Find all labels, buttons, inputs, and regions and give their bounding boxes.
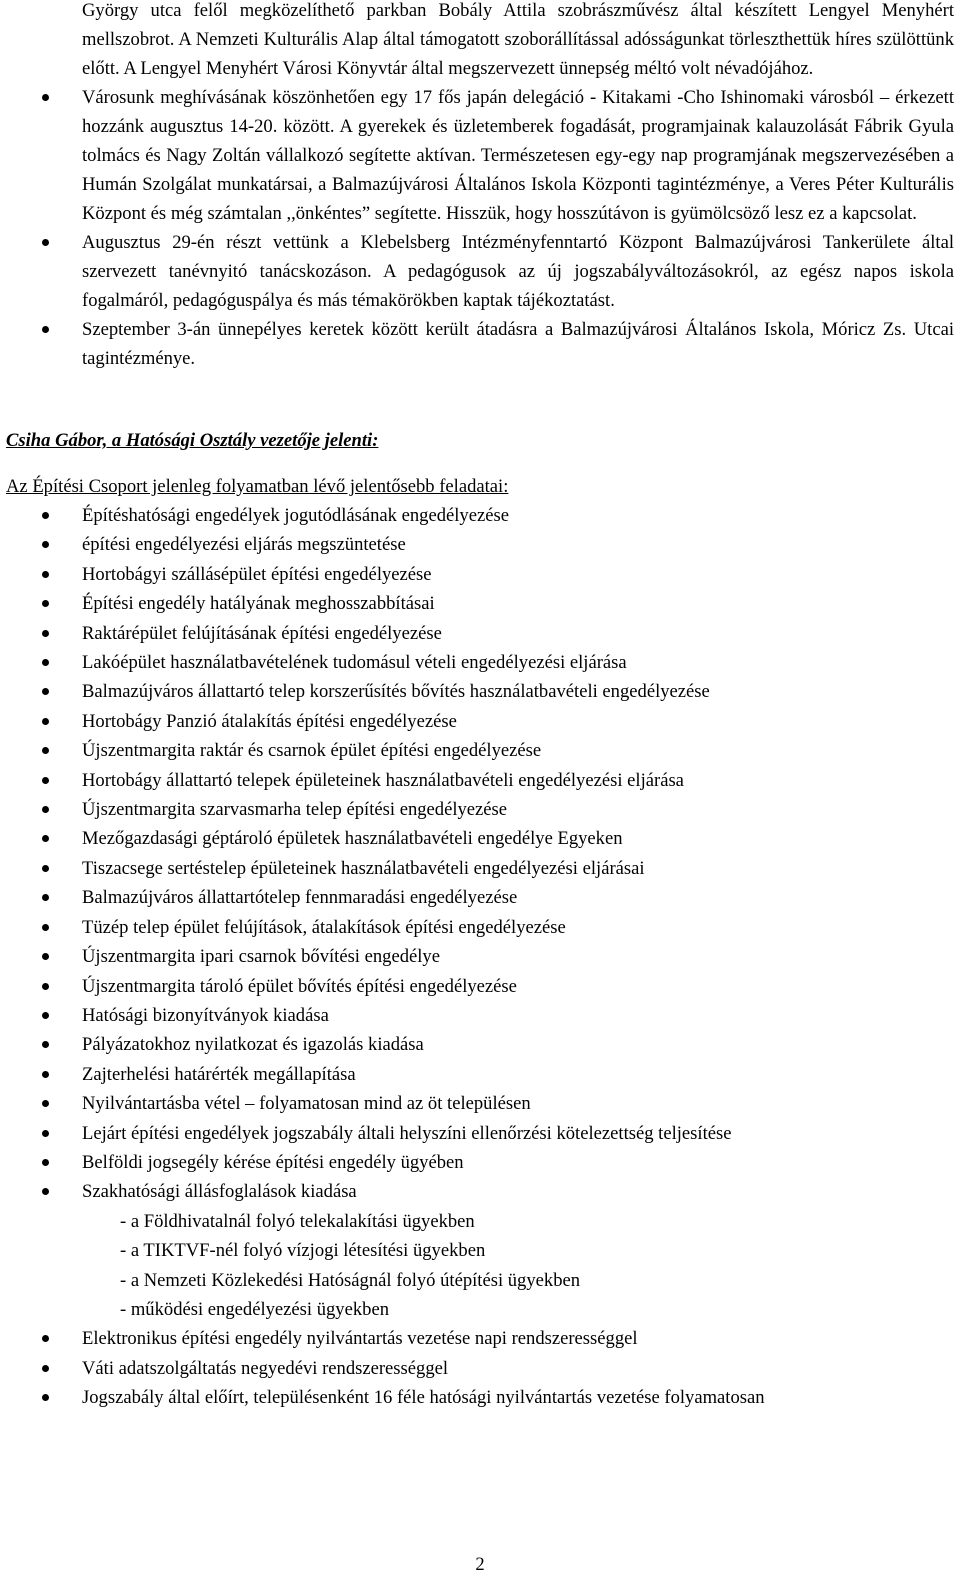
bullet-icon [42, 806, 49, 813]
list-item [6, 501, 954, 530]
bullet-icon [42, 1159, 49, 1166]
bullet-icon [42, 983, 49, 990]
bullet-icon [42, 1041, 49, 1048]
page-number: 2 [475, 1554, 485, 1575]
list-item-text: Tiszacsege sertéstelep épületeinek használatbavételi engedélyezési eljárásai [82, 857, 645, 879]
list-item-text: Újszentmargita ipari csarnok bővítési engedélye [82, 946, 440, 968]
intro-bullet-list [6, 83, 954, 373]
task-list [6, 501, 954, 1207]
list-item [6, 824, 954, 853]
list-item-text: Hatósági bizonyítványok kiadása [82, 1004, 329, 1026]
list-item-text: Raktárépület felújításának építési engedélyezése [82, 622, 442, 644]
bullet-icon [42, 239, 49, 246]
list-item [6, 795, 954, 824]
list-item-text: Belföldi jogsegély kérése építési engedély ügyében [82, 1151, 464, 1173]
list-item-text: Újszentmargita raktár és csarnok épület építési engedélyezése [82, 740, 542, 762]
list-item-text: Építéshatósági engedélyek jogutódlásának engedélyezése [82, 505, 509, 526]
list-item [6, 228, 954, 315]
list-item-text: Jogszabály által előírt, településenként 16 féle hatósági nyilvántartás vezetése folyamatosan [82, 1387, 765, 1409]
bullet-icon [42, 718, 49, 725]
list-item-text: Balmazújváros állattartó telep korszerűsítés bővítés használatbavételi engedélyezése [82, 681, 710, 703]
sub-list-item: - a Nemzeti Közlekedési Hatóságnál folyó útépítési ügyekben [120, 1269, 581, 1291]
list-item-text: Elektronikus építési engedély nyilvántartás vezetése napi rendszerességgel [82, 1328, 638, 1350]
bullet-icon [42, 94, 49, 101]
list-item [6, 1177, 954, 1206]
list-item [6, 648, 954, 677]
list-item [6, 589, 954, 618]
bullet-icon [42, 512, 49, 519]
list-item [6, 942, 954, 971]
list-item-text: Szakhatósági állásfoglalások kiadása [82, 1181, 357, 1203]
list-item [6, 766, 954, 795]
list-item [6, 707, 954, 736]
list-item-text: Lejárt építési engedélyek jogszabály általi helyszíni ellenőrzési kötelezettség teljesítése [82, 1122, 732, 1144]
sub-list-item: - a TIKTVF-nél folyó vízjogi létesítési ügyekben [120, 1240, 486, 1262]
list-item-text: Nyilvántartásba vétel – folyamatosan mind az öt településen [82, 1093, 531, 1115]
list-item [6, 1030, 954, 1059]
section-subheading: Az Építési Csoport jelenleg folyamatban lévő jelentősebb feladatai: [6, 476, 509, 497]
bullet-icon [42, 541, 49, 548]
list-item [6, 1383, 954, 1412]
list-item-text: Balmazújváros állattartótelep fennmaradási engedélyezése [82, 887, 518, 909]
list-item [6, 315, 954, 373]
task-list-continued [6, 1324, 954, 1412]
sub-list-item: - a Földhivatalnál folyó telekalakítási ügyekben [120, 1210, 475, 1232]
list-item [6, 1148, 954, 1177]
bullet-icon [42, 924, 49, 931]
list-item [6, 972, 954, 1001]
list-item-text: építési engedélyezési eljárás megszüntetése [82, 534, 406, 556]
bullet-icon [42, 1335, 49, 1342]
list-item [6, 883, 954, 912]
list-item [6, 560, 954, 589]
list-item-text: Hortobágy állattartó telepek épületeinek használatbavételi engedélyezési eljárása [82, 769, 684, 791]
list-item-text: Hortobágy Panzió átalakítás építési engedélyezése [82, 710, 457, 732]
sub-list-item: - működési engedélyezési ügyekben [120, 1298, 390, 1320]
list-item-text: Szeptember 3-án ünnepélyes keretek között került átadásra a Balmazújvárosi Általános Iskola, Móricz Zs. Utcai tagintézménye. [82, 319, 954, 369]
list-item-text: Zajterhelési határérték megállapítása [82, 1063, 356, 1085]
list-item-text: Mezőgazdasági géptároló épületek használatbavételi engedélye Egyeken [82, 828, 623, 850]
section-heading: Csiha Gábor, a Hatósági Osztály vezetője jelenti: [6, 430, 379, 451]
list-item-text: Lakóépület használatbavételének tudomásul vételi engedélyezési eljárása [82, 652, 627, 674]
list-item [6, 1354, 954, 1383]
list-item-text: Pályázatokhoz nyilatkozat és igazolás kiadása [82, 1034, 424, 1056]
list-item [6, 1001, 954, 1030]
bullet-icon [42, 1188, 49, 1195]
bullet-icon [42, 1394, 49, 1401]
bullet-icon [42, 865, 49, 872]
list-item-text: Építési engedély hatályának meghosszabbításai [82, 593, 435, 615]
bullet-icon [42, 953, 49, 960]
bullet-icon [42, 659, 49, 666]
bullet-icon [42, 688, 49, 695]
list-item-text: Városunk meghívásának köszönhetően egy 17 fős japán delegáció - Kitakami -Cho Ishinomaki városból – érkezett hozzánk augusztus 14-20. között. A gyerekek és üzletemberek fogadását, programjainak kalauzolását Fábrik Gyula tolmács és Nagy Zoltán vállalkozó segítette aktívan. Természetesen egy-egy nap programjának megszervezésében a Humán Szolgálat munkatársai, a Balmazújvárosi Általános Iskola Központi tagintézménye, a Veres Péter Kulturális Központ és még számtalan ,,önkéntes” segítette. Hisszük, hogy hosszútávon is gyümölcsöző lesz ez a kapcsolat. [82, 87, 954, 224]
list-item [6, 677, 954, 706]
list-item [6, 854, 954, 883]
list-item-text: Augusztus 29-én részt vettünk a Klebelsberg Intézményfenntartó Központ Balmazújvárosi Tankerülete által szervezett tanévnyitó tanácskozáson. A pedagógusok az új jogszabályváltozásokról, az egész napos iskola fogalmáról, pedagóguspálya és más témakörökben kaptak tájékoztatást. [82, 232, 954, 311]
list-item [6, 1324, 954, 1353]
intro-continuation: György utca felől megközelíthető parkban Bobály Attila szobrászművész által készített Lengyel Menyhért mellszobrot. A Nemzeti Kulturális Alap által támogatott szoborállítással adósságunkat törleszthettük híres szülöttünk előtt. A Lengyel Menyhért Városi Könyvtár által megszervezett ünnepség méltó volt névadójához. [82, 0, 954, 79]
list-item-text: Tüzép telep épület felújítások, átalakítások építési engedélyezése [82, 916, 566, 938]
list-item [6, 619, 954, 648]
bullet-icon [42, 571, 49, 578]
list-item-text: Váti adatszolgáltatás negyedévi rendszerességgel [82, 1357, 449, 1379]
bullet-icon [42, 835, 49, 842]
bullet-icon [42, 1071, 49, 1078]
list-item [6, 913, 954, 942]
list-item [6, 530, 954, 559]
list-item [6, 1060, 954, 1089]
list-item [6, 83, 954, 228]
list-item-text: Hortobágyi szállásépület építési engedélyezése [82, 563, 432, 585]
list-item [6, 1119, 954, 1148]
bullet-icon [42, 1130, 49, 1137]
bullet-icon [42, 1100, 49, 1107]
bullet-icon [42, 777, 49, 784]
bullet-icon [42, 600, 49, 607]
list-item [6, 1089, 954, 1118]
bullet-icon [42, 1365, 49, 1372]
list-item-text: Újszentmargita szarvasmarha telep építési engedélyezése [82, 799, 508, 821]
bullet-icon [42, 326, 49, 333]
bullet-icon [42, 747, 49, 754]
sub-item-list [6, 1207, 954, 1325]
bullet-icon [42, 1012, 49, 1019]
list-item [6, 736, 954, 765]
bullet-icon [42, 894, 49, 901]
bullet-icon [42, 630, 49, 637]
document-page [6, 0, 954, 1575]
list-item-text: Újszentmargita tároló épület bővítés építési engedélyezése [82, 975, 517, 997]
